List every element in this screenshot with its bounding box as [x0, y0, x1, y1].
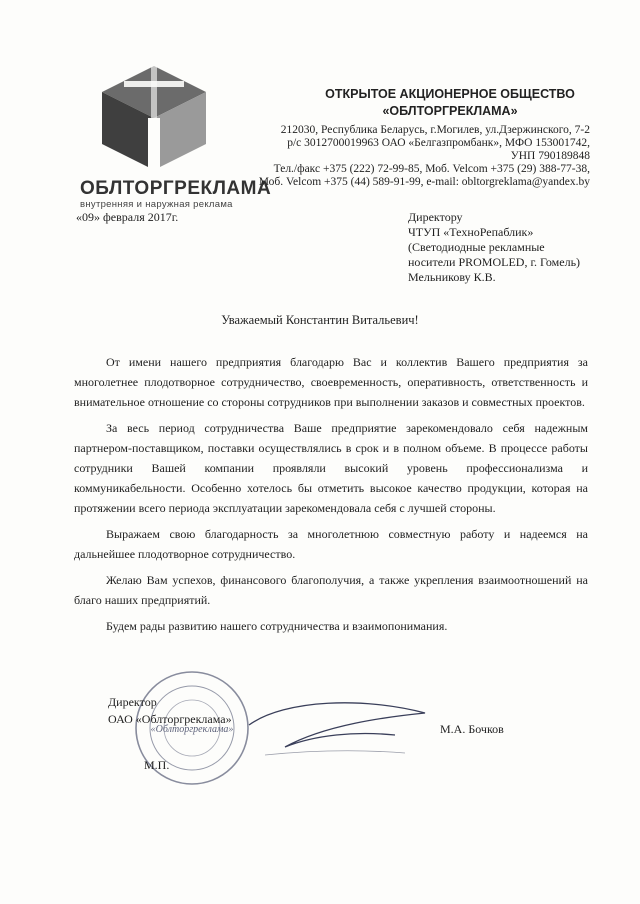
logo-tagline: внутренняя и наружная реклама [80, 199, 233, 210]
stamp-place-mark: М.П. [144, 758, 170, 772]
org-title-line: «ОБЛТОРГРЕКЛАМА» [382, 104, 518, 118]
org-title-line: ОТКРЫТОЕ АКЦИОНЕРНОЕ ОБЩЕСТВО [325, 87, 575, 101]
recipient-line: носители PROMOLED, г. Гомель) [408, 255, 581, 269]
requisites-line: р/с 3012700019963 ОАО «Белгазпромбанк», МФО 153001742, [287, 137, 590, 149]
requisites-line: 212030, Республика Беларусь, г.Могилев, ул.Дзержинского, 7-2 [280, 124, 590, 136]
requisites-line: УНП 790189848 [510, 150, 590, 162]
greeting: Уважаемый Константин Витальевич! [221, 313, 419, 327]
company-logo [80, 62, 272, 210]
stamp-text: «Облторгреклама» [150, 724, 234, 735]
body-paragraph: Выражаем свою благодарность за многолетнюю совместную работу и надеемся на дальнейшее плодотворное сотрудничество. [74, 527, 588, 561]
org-title [300, 86, 600, 120]
signatory-company: ОАО «Облторгреклама» [108, 712, 232, 726]
org-requisites [256, 124, 590, 189]
logo-name: ОБЛТОРГРЕКЛАМА [80, 178, 272, 199]
handwritten-signature [245, 695, 445, 775]
recipient-line: Директору [408, 210, 463, 224]
signatory-title: Директор [108, 695, 157, 709]
requisites-line: Моб. Velcom +375 (44) 589-91-99, e-mail: obltorgreklama@yandex.by [258, 176, 590, 188]
recipient-line: ЧТУП «ТехноРепаблик» [408, 225, 534, 239]
body-paragraph: Желаю Вам успехов, финансового благополучия, а также укрепления взаимоотношений на благо наших предприятий. [74, 573, 588, 607]
body-paragraph: Будем рады развитию нашего сотрудничества и взаимопонимания. [106, 619, 448, 633]
recipient-line: (Светодиодные рекламные [408, 240, 545, 254]
requisites-line: Тел./факс +375 (222) 72-99-85, Моб. Velcom +375 (29) 388-77-38, [273, 163, 590, 175]
recipient-line: Мельникову К.В. [408, 270, 496, 284]
letter-body [74, 352, 588, 642]
body-paragraph: От имени нашего предприятия благодарю Вас и коллектив Вашего предприятия за многолетнее плодотворное сотрудничество, своевременность, оперативность, ответственность и внимательное отношение со стороны сотрудников при выполнении заказов и совместных проектов. [74, 355, 588, 409]
signatory-name: М.А. Бочков [440, 722, 504, 736]
recipient-block [408, 210, 608, 285]
signatory-position [108, 694, 232, 728]
body-paragraph: За весь период сотрудничества Ваше предприятие зарекомендовало себя надежным партнером-поставщиком, поставки осуществлялись в срок и в полном объеме. В процессе работы сотрудники Вашей компании проявляли высокий уровень профессионализма и коммуникабельности. Особенно хотелось бы отметить высокое качество продукции, которая на протяжении всего периода эксплуатации зарекомендовала себя с лучшей стороны. [74, 421, 588, 515]
letter-date: «09» февраля 2017г. [76, 210, 179, 224]
cube-logo-icon [94, 62, 214, 174]
